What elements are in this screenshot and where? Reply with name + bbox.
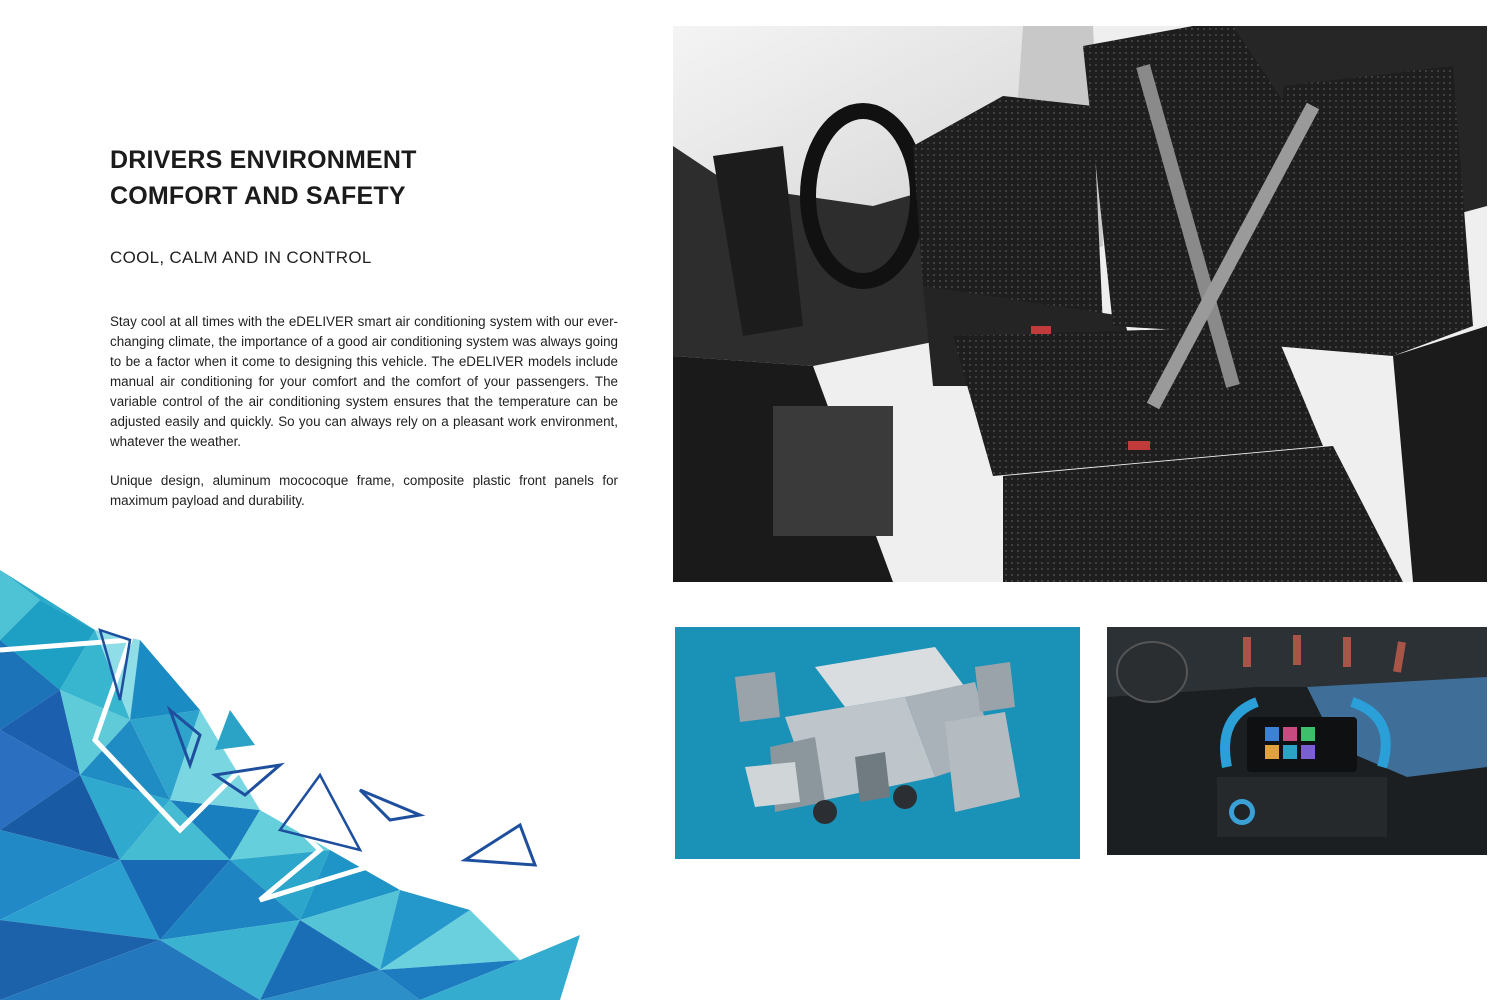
body-paragraph-1: Stay cool at all times with the eDELIVER smart air conditioning system with our ever-changing climate, the importance of a good air conditioning system was always going to be a factor when it come to designing this vehicle. The eDELIVER models include manual air conditioning for your comfort and the comfort of your passengers. The variable control of the air conditioning system ensures that the temperature can be adjusted easily and quickly. So you can always rely on a pleasant work environment, whatever the weather. [110, 314, 618, 449]
body-text [110, 312, 618, 530]
page-title [110, 142, 630, 214]
exploded-frame-photo [675, 627, 1080, 859]
dashboard-airflow-photo [1107, 627, 1487, 855]
page-subtitle: COOL, CALM AND IN CONTROL [110, 248, 372, 267]
title-line-2: COMFORT AND SAFETY [110, 182, 406, 210]
van-cab-seats-photo [673, 26, 1487, 582]
body-paragraph-2: Unique design, aluminum mococoque frame, composite plastic front panels for maximum payload and durability. [110, 473, 618, 508]
decorative-mosaic [0, 560, 600, 1000]
title-line-1: DRIVERS ENVIRONMENT [110, 146, 417, 174]
